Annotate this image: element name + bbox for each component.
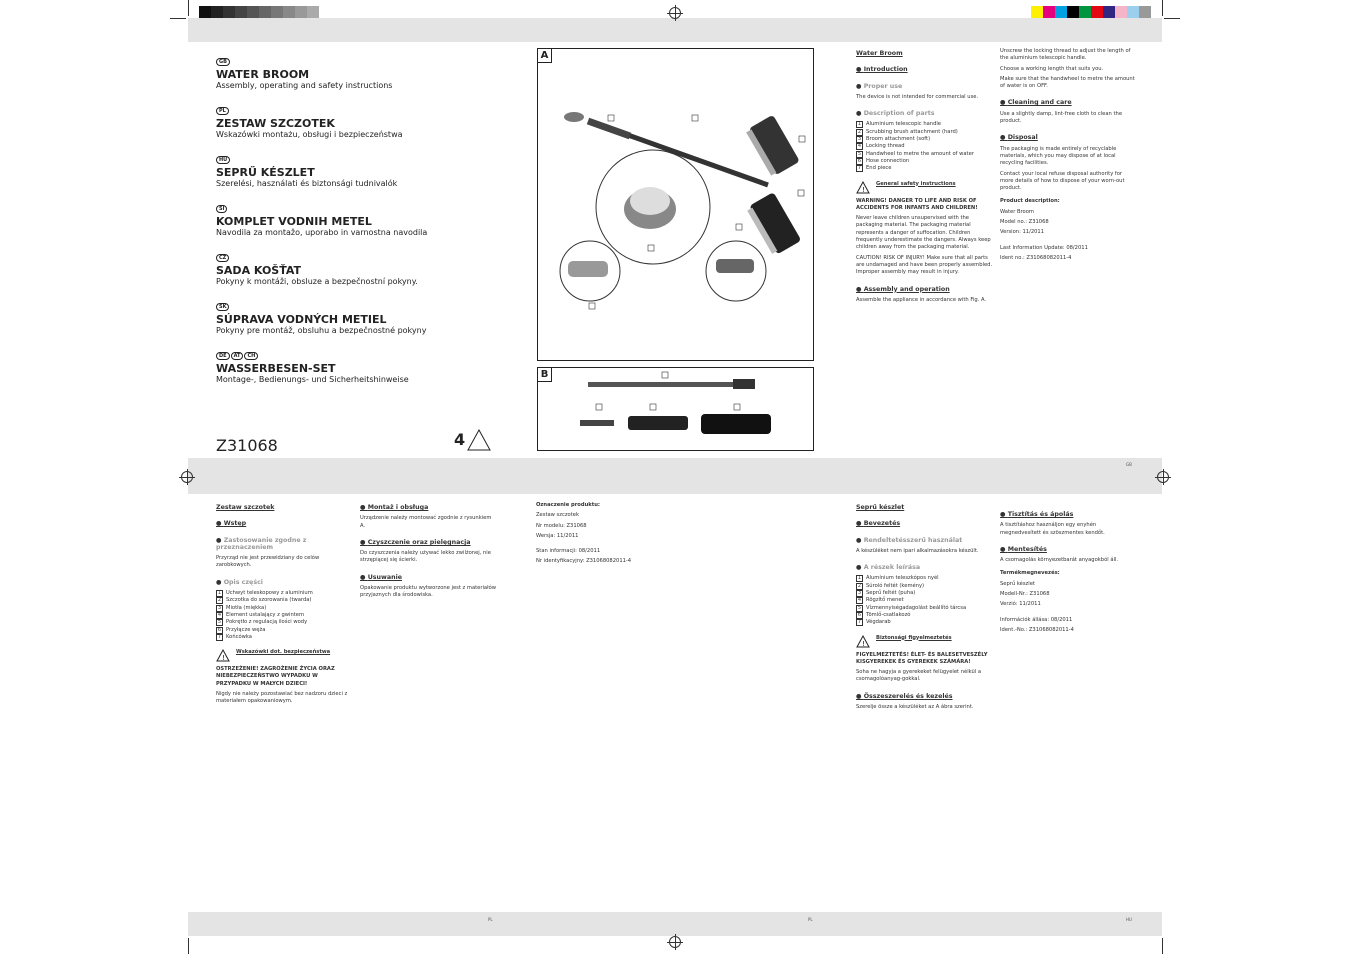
flag-ch: CH	[244, 352, 258, 360]
gb-assembly-text: Assemble the appliance in accordance with Fig. A.	[856, 296, 987, 303]
part-item: 5 Handwheel to metre the amount of water	[857, 150, 974, 157]
gb-last-update: Last Information Update: 08/2011	[1000, 244, 1088, 251]
gb-step-text: Make sure that the handwheel to metre the amount of water is on OFF.	[1000, 75, 1135, 90]
part-item: 2 Súroló feltét (kemény)	[857, 582, 925, 589]
hu-proper-use-text: A készüléket nem ipari alkalmazásokra készült.	[856, 547, 979, 554]
hu-last-update: Információk állása: 08/2011	[1000, 616, 1073, 623]
gb-column-2	[1000, 48, 1136, 448]
pl-column-1	[216, 502, 352, 907]
pl-intro-heading: ● Wstęp	[216, 520, 352, 527]
pl-last-update: Stan informacji: 08/2011	[536, 548, 601, 555]
process-color-bar	[1031, 6, 1151, 18]
hu-assembly-heading: ● Összeszerelés és kezelés	[856, 693, 993, 700]
grayscale-color-bar	[199, 6, 319, 18]
cover-title: SEPRŰ KÉSZLET	[216, 166, 315, 179]
hu-safety-heading-row	[856, 635, 993, 648]
cover-subtitle: Wskazówki montażu, obsługi i bezpieczeństwa	[216, 130, 403, 139]
gb-proper-use-text: The device is not intended for commercial use.	[856, 93, 979, 100]
pl-disposal-text: Opakowanie produktu wytworzone jest z materiałów przyjaznych dla środowiska.	[360, 585, 496, 599]
part-item: 7 End piece	[857, 165, 892, 172]
pl-safety-heading: Wskazówki dot. bezpieczeństwa	[236, 649, 331, 656]
flag-si: SI	[216, 205, 227, 213]
pl-assembly-text: Urządzenie należy montować zgodnie z rysunkiem A.	[360, 515, 492, 529]
cover-subtitle: Pokyny k montáži, obsluze a bezpečnostní pokyny.	[216, 277, 418, 286]
gb-cleaning-text: Use a slightly damp, lint-free cloth to clean the product.	[1000, 110, 1123, 125]
pl-title: Zestaw szczotek	[216, 504, 275, 511]
hu-intro-heading: ● Bevezetés	[856, 520, 993, 527]
part-item: 7 Końcówka	[217, 633, 252, 640]
gb-page-label: GB	[1126, 462, 1132, 467]
part-item: 6 Przyłącze węża	[217, 626, 266, 633]
gb-disposal-text: Contact your local refuse disposal authority for more details of how to dispose of your worn-out product.	[1000, 170, 1125, 192]
hu-product-heading: Termékmegnevezés:	[1000, 570, 1060, 577]
pl-page-label: PL	[808, 917, 813, 922]
cover-subtitle: Navodila za montažo, uporabo in varnostna navodila	[216, 228, 428, 237]
gb-model-number: Model no.: Z31068	[1000, 219, 1049, 226]
warning-triangle-icon	[216, 649, 230, 662]
svg-text:!: !	[222, 654, 225, 663]
gb-intro-heading: ● Introduction	[856, 66, 993, 73]
flag-pl: PL	[216, 107, 229, 115]
pl-safety-heading-row	[216, 649, 352, 662]
pl-proper-use-heading: ● Zastosowanie zgodne z przeznaczeniem	[216, 537, 352, 552]
gb-product-name: Water Broom	[1000, 208, 1034, 215]
flag-gb: GB	[216, 58, 230, 66]
middle-gray-band	[188, 458, 1162, 494]
hu-product-name: Seprű készlet	[1000, 580, 1035, 587]
part-item: 4 Element ustalający z gwintem	[217, 611, 305, 618]
part-item: 6 Tömlő-csatlakozó	[857, 611, 911, 618]
gb-step-text: Unscrew the locking thread to adjust the length of the aluminium telescopic handle.	[1000, 48, 1131, 62]
hu-page-label: HU	[1126, 917, 1132, 922]
cover-lang-si	[216, 195, 516, 238]
crop-mark	[188, 0, 189, 16]
gb-title: Water Broom	[856, 50, 903, 57]
pl-page-label: PL	[488, 917, 493, 922]
hu-warning-text: FIGYELMEZTETÉS! ÉLET- ÉS BALESETVESZÉLY KISGYEREKEK ÉS GYEREKEK SZÁMÁRA!	[856, 651, 988, 665]
flag-sk: SK	[216, 303, 229, 311]
cover-title: KOMPLET VODNIH METEL	[216, 215, 372, 228]
figure-a-label: A	[537, 48, 552, 63]
gb-safety-heading-row	[856, 181, 993, 194]
flag-cz: CZ	[216, 254, 229, 262]
part-item: 5 Pokrętło z regulacją ilości wody	[217, 619, 308, 626]
part-item: 5 Vízmennyiségadagolást beállító tárcsa	[857, 604, 967, 611]
hu-cleaning-text: A tisztításhoz használjon egy enyhén megnedvesített és szöszmentes kendőt.	[1000, 522, 1105, 536]
registration-mark	[181, 471, 193, 483]
part-item: 1 Alumínium teleszkópos nyél	[857, 575, 939, 582]
cover-lang-gb	[216, 48, 516, 91]
cover-title: WASSERBESEN-SET	[216, 362, 336, 375]
hu-version: Verzió: 11/2011	[1000, 601, 1041, 608]
cover-title: SÚPRAVA VODNÝCH METIEL	[216, 313, 387, 326]
pl-disposal-heading: ● Usuwanie	[360, 574, 496, 581]
cover-lang-de	[216, 342, 516, 385]
pl-product-name: Zestaw szczotek	[536, 512, 579, 519]
gb-disposal-text: The packaging is made entirely of recyclable materials, which you may dispose of at local recycling facilities.	[1000, 145, 1117, 167]
gb-caution-text: CAUTION! RISK OF INJURY! Make sure that all parts are undamaged and have been properly assembled. Improper assembly may result in injury.	[856, 254, 993, 276]
hu-cleaning-heading: ● Tisztítás és ápolás	[1000, 511, 1136, 518]
pl-cleaning-heading: ● Czyszczenie oraz pielęgnacja	[360, 539, 496, 546]
warning-triangle-icon	[856, 635, 870, 648]
hu-column-1	[856, 502, 993, 907]
svg-text:!: !	[862, 185, 865, 194]
cover-lang-hu	[216, 146, 516, 189]
gb-step-text: Choose a working length that suits you.	[1000, 65, 1104, 72]
hu-proper-use-heading: ● Rendeltetésszerű használat	[856, 537, 993, 544]
pl-parts-heading: ● Opis części	[216, 579, 352, 586]
pl-warning-body: Nigdy nie należy pozostawiać bez nadzoru dzieci z materiałem opakowaniowym.	[216, 691, 348, 705]
gb-cleaning-heading: ● Cleaning and care	[1000, 99, 1136, 106]
cover-lang-sk	[216, 293, 516, 336]
hu-safety-heading: Biztonsági figyelmeztetés	[876, 634, 952, 641]
pl-column-2	[360, 502, 496, 907]
hu-disposal-text: A csomagolás környezetbarát anyagokból áll.	[1000, 557, 1119, 564]
svg-text:!: !	[862, 639, 865, 648]
parts-drawing	[538, 368, 813, 450]
gb-warning-text: WARNING! DANGER TO LIFE AND RISK OF ACCIDENTS FOR INFANTS AND CHILDREN!	[856, 197, 978, 211]
gb-product-heading: Product description:	[1000, 198, 1060, 205]
part-item: 2 Scrubbing brush attachment (hard)	[857, 128, 958, 135]
gb-proper-use-heading: ● Proper use	[856, 83, 993, 90]
model-code: Z31068	[216, 436, 278, 455]
part-item: 6 Hose connection	[857, 157, 910, 164]
part-item: 1 Aluminium telescopic handle	[857, 121, 941, 128]
gb-warning-body: Never leave children unsupervised with the packaging material. The packaging material represents a danger of suffocation. Children frequently underestimate the dangers. Always keep children away from the packaging material.	[856, 215, 991, 251]
cover-language-list	[216, 48, 516, 391]
pl-product-heading: Oznaczenie produktu:	[536, 502, 600, 508]
crop-mark	[1162, 0, 1163, 16]
cover-title: ZESTAW SZCZOTEK	[216, 117, 335, 130]
gb-assembly-heading: ● Assembly and operation	[856, 286, 993, 293]
pl-version: Wersja: 11/2011	[536, 532, 579, 539]
pl-column-3	[536, 502, 672, 622]
part-item: 7 Végdarab	[857, 619, 891, 626]
part-item: 3 Seprű feltét (puha)	[857, 590, 916, 597]
figure-a	[537, 48, 814, 361]
pl-ident-number: Nr identyfikacyjny: Z31068082011-4	[536, 558, 632, 565]
cover-subtitle: Assembly, operating and safety instructions	[216, 81, 393, 90]
registration-mark	[669, 936, 681, 948]
cover-subtitle: Szerelési, használati és biztonsági tudnivalók	[216, 179, 398, 188]
gb-column-1	[856, 48, 993, 448]
gb-parts-heading: ● Description of parts	[856, 110, 993, 117]
crop-mark	[1162, 938, 1163, 954]
assembly-drawing	[538, 49, 813, 360]
gb-safety-heading: General safety instructions	[876, 180, 956, 187]
hu-title: Seprű készlet	[856, 504, 905, 511]
gb-ident-number: Ident no.: Z31068082011-4	[1000, 254, 1072, 261]
hu-disposal-heading: ● Mentesítés	[1000, 546, 1136, 553]
flag-de: DE	[216, 352, 230, 360]
part-item: 2 Szczotka do szorowania (twarda)	[217, 597, 312, 604]
cover-subtitle: Montage-, Bedienungs- und Sicherheitshinweise	[216, 375, 409, 384]
hu-warning-body: Soha ne hagyja a gyerekeket felügyelet nélkül a csomagolóanyag-gokkal.	[856, 669, 982, 683]
figure-b	[537, 367, 814, 451]
cover-title: WATER BROOM	[216, 68, 310, 81]
pl-assembly-heading: ● Montaż i obsługa	[360, 504, 496, 511]
part-item: 4 Rögzítő menet	[857, 597, 904, 604]
cover-subtitle: Pokyny pre montáž, obsluhu a bezpečnostné pokyny	[216, 326, 427, 335]
registration-mark	[1157, 471, 1169, 483]
part-item: 1 Uchwyt teleskopowy z aluminium	[217, 590, 313, 597]
crop-mark	[1164, 18, 1180, 19]
crop-mark	[188, 938, 189, 954]
cover-lang-cz	[216, 244, 516, 287]
warning-triangle-icon	[856, 181, 870, 194]
cover-lang-pl	[216, 97, 516, 140]
hu-column-2	[1000, 502, 1136, 907]
triangle-icon	[467, 429, 491, 451]
pl-proper-use-text: Przyrząd nie jest przewidziany do celów zarobkowych.	[216, 555, 320, 569]
part-item: 3 Broom attachment (soft)	[857, 136, 931, 143]
page-count-number: 4	[454, 430, 466, 449]
hu-ident-number: Ident.-No.: Z31068082011-4	[1000, 626, 1074, 633]
part-item: 4 Locking thread	[857, 143, 905, 150]
pl-cleaning-text: Do czyszczenia należy używać lekko zwilżonej, nie strzępiącej się ścierki.	[360, 550, 491, 564]
top-gray-band	[188, 18, 1162, 42]
hu-model-number: Modell-Nr.: Z31068	[1000, 591, 1050, 598]
part-item: 3 Miotła (miękka)	[217, 604, 267, 611]
crop-mark	[170, 18, 186, 19]
flag-at: AT	[231, 352, 244, 360]
figure-b-label: B	[537, 367, 552, 382]
bottom-gray-band	[188, 912, 1162, 936]
pl-warning-text: OSTRZEŻENIE! ZAGROŻENIE ŻYCIA ORAZ NIEBEZPIECZEŃSTWO WYPADKU W PRZYPADKU W MAŁYCH DZIECI!	[216, 666, 335, 687]
pl-model-number: Nr modelu: Z31068	[536, 522, 587, 529]
gb-disposal-heading: ● Disposal	[1000, 134, 1136, 141]
hu-parts-heading: ● A részek leírása	[856, 564, 993, 571]
gb-version: Version: 11/2011	[1000, 229, 1045, 236]
registration-mark	[669, 7, 681, 19]
cover-title: SADA KOŠŤAT	[216, 264, 302, 277]
flag-hu: HU	[216, 156, 230, 164]
hu-assembly-text: Szerelje össze a készüléket az A ábra szerint.	[856, 704, 974, 711]
